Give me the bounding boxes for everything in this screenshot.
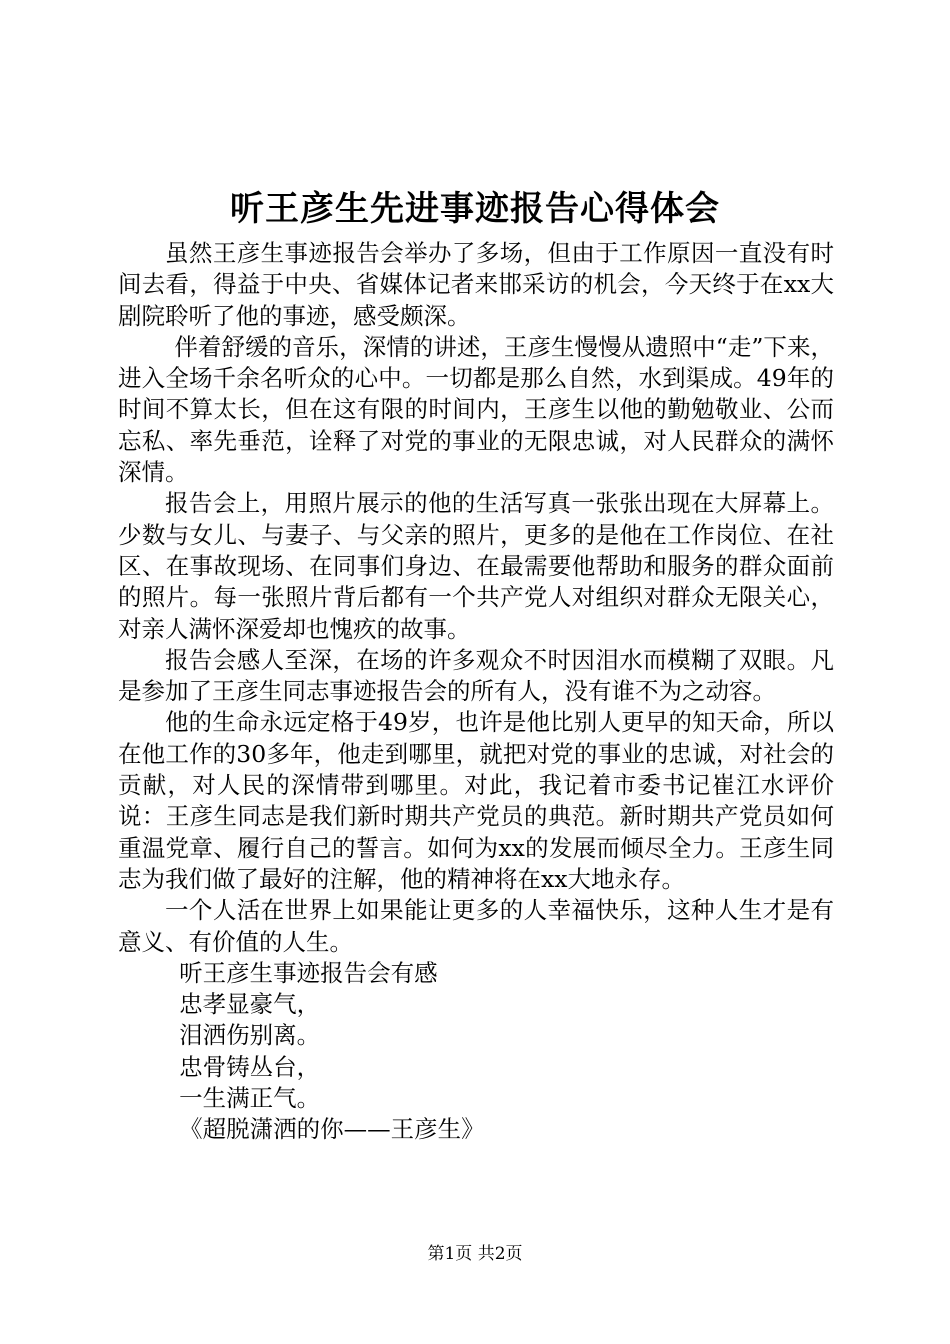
poem-line-4: 一生满正气。	[179, 1084, 321, 1113]
paragraph-1: 虽然王彦生事迹报告会举办了多场，但由于工作原因一直没有时间去看，得益于中央、省媒体记者来邯采访的机会，今天终于在xx大剧院聆听了他的事迹，感受颇深。	[118, 239, 834, 330]
poem-line-3: 忠骨铸丛台，	[179, 1052, 321, 1081]
paragraph-4: 报告会感人至深，在场的许多观众不时因泪水而模糊了双眼。凡是参加了王彦生同志事迹报告会的所有人，没有谁不为之动容。	[118, 645, 834, 706]
document-body	[118, 238, 834, 1146]
document-title: 听王彦生先进事迹报告心得体会	[230, 189, 720, 229]
poem-heading: 听王彦生事迹报告会有感	[179, 958, 438, 987]
poem-section-title: 《超脱潇洒的你——王彦生》	[179, 1115, 485, 1144]
paragraph-5: 他的生命永远定格于49岁，也许是他比别人更早的知天命，所以在他工作的30多年，他走到哪里，就把对党的事业的忠诚，对社会的贡献，对人民的深情带到哪里。对此，我记着市委书记崔江水评价说：王彦生同志是我们新时期共产党员的典范。新时期共产党员如何重温党章、履行自己的誓言。如何为xx的发展而倾尽全力。王彦生同志为我们做了最好的注解，他的精神将在xx大地永存。	[118, 708, 834, 893]
paragraph-2: 伴着舒缓的音乐，深情的讲述，王彦生慢慢从遗照中“走”下来，进入全场千余名听众的心中。一切都是那么自然，水到渠成。49年的时间不算太长，但在这有限的时间内，王彦生以他的勤勉敬业、公而忘私、率先垂范，诠释了对党的事业的无限忠诚，对人民群众的满怀深情。	[118, 332, 834, 487]
paragraph-3: 报告会上，用照片展示的他的生活写真一张张出现在大屏幕上。少数与女儿、与妻子、与父亲的照片，更多的是他在工作岗位、在社区、在事故现场、在同事们身边、在最需要他帮助和服务的群众面前的照片。每一张照片背后都有一个共产党人对组织对群众无限关心，对亲人满怀深爱却也愧疚的故事。	[118, 489, 834, 643]
poem-line-1: 忠孝显豪气，	[179, 990, 321, 1019]
paragraph-6: 一个人活在世界上如果能让更多的人幸福快乐，这种人生才是有意义、有价值的人生。	[118, 896, 834, 956]
page-number-footer: 第1页 共2页	[427, 1244, 523, 1264]
poem-line-2: 泪洒伤别离。	[179, 1021, 321, 1050]
